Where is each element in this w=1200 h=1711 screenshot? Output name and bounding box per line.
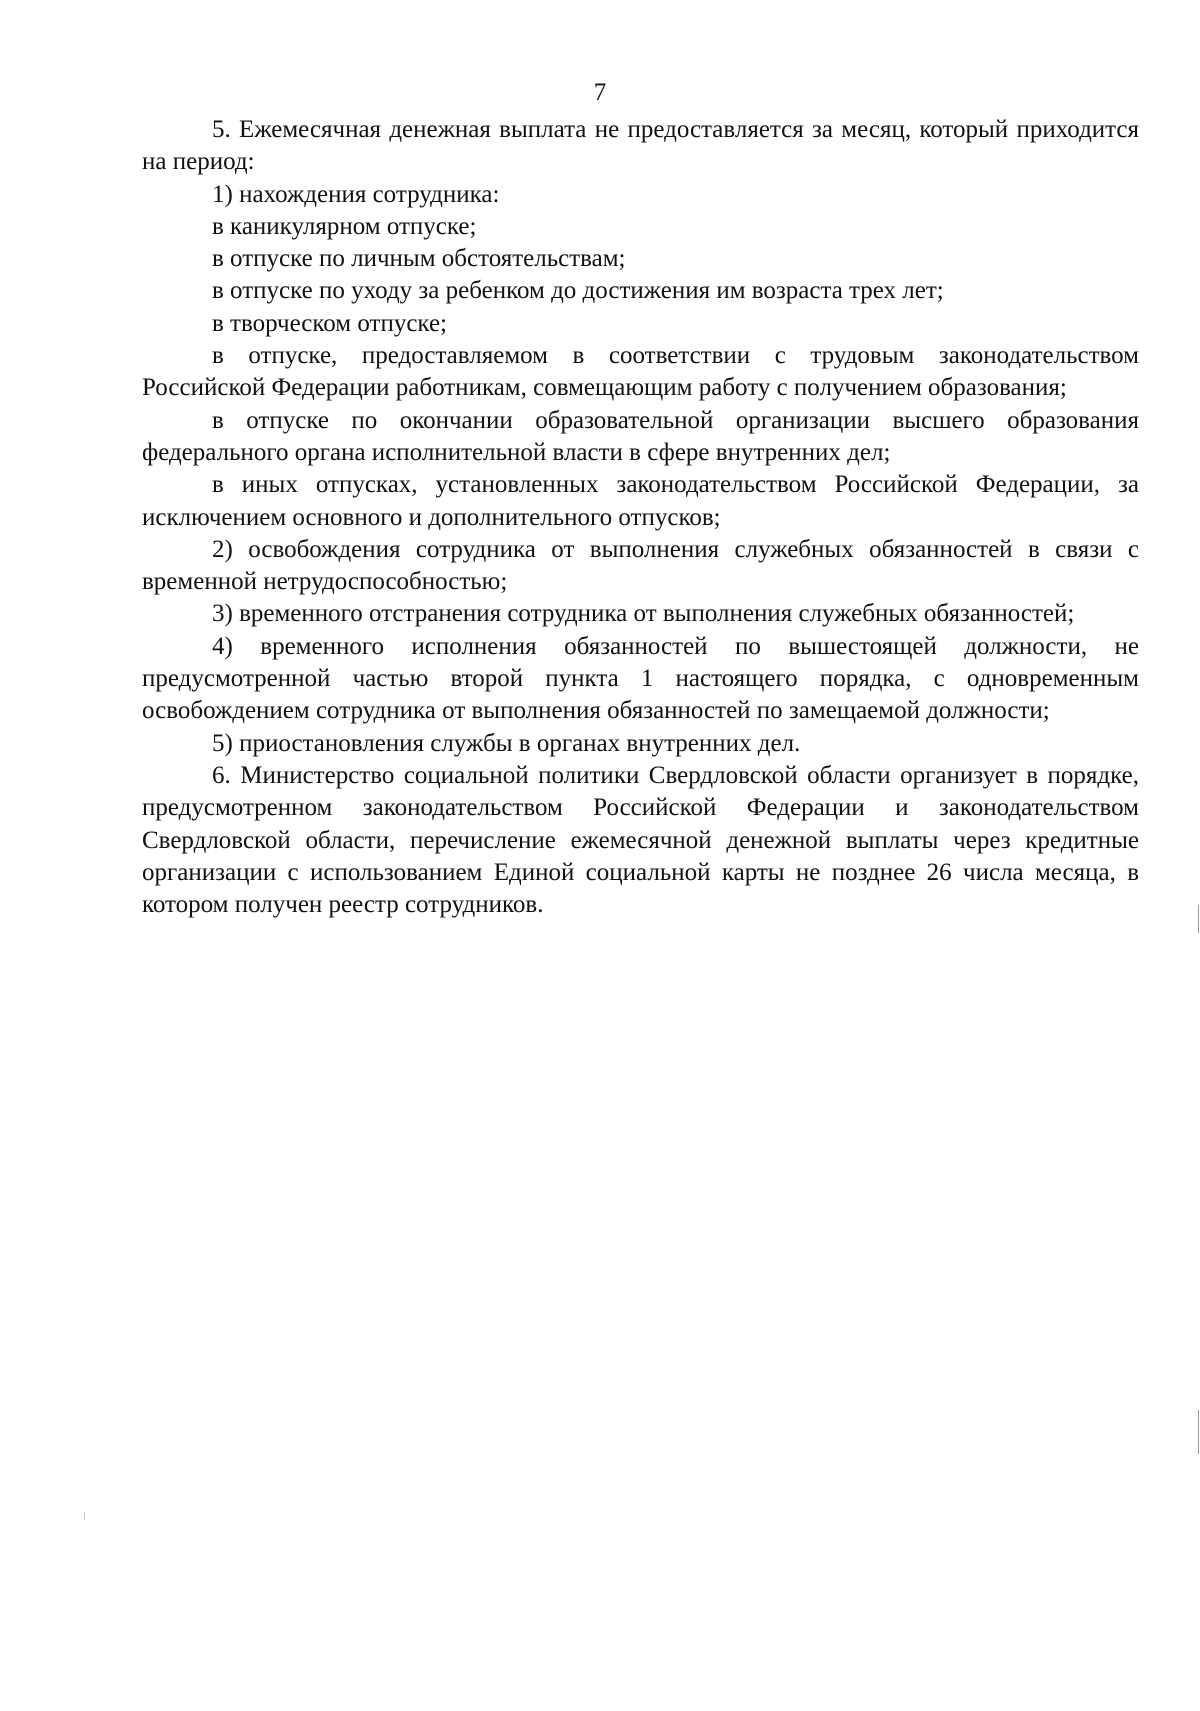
list-item: 5) приостановления службы в органах внутренних дел.: [212, 729, 801, 757]
list-item: в иных отпусках, установленных законодательством Российской Федерации, за исключением основного и дополнительного отпусков;: [142, 471, 1139, 531]
list-item: 3) временного отстранения сотрудника от выполнения служебных обязанностей;: [212, 600, 1075, 628]
list-item: 4) временного исполнения обязанностей по вышестоящей должности, не предусмотренной частью второй пункта 1 настоящего порядка, с одновременным освобождением сотрудника от выполнения обязанностей по замещаемой должности;: [142, 632, 1139, 725]
scan-artifact: [84, 1512, 85, 1520]
list-item: в отпуске по личным обстоятельствам;: [212, 245, 626, 273]
document-body: [142, 114, 1139, 921]
list-item: в отпуске, предоставляемом в соответствии с трудовым законодательством Российской Федерации работникам, совмещающим работу с получением образования;: [142, 342, 1139, 402]
paragraph-6: 6. Министерство социальной политики Свердловской области организует в порядке, предусмотренном законодательством Российской Федерации и законодательством Свердловской области, перечисление ежемесячной денежной выплаты через кредитные организации с использованием Единой социальной карты не позднее 26 числа месяца, в котором получен реестр сотрудников.: [142, 761, 1139, 919]
scan-artifact: [1198, 905, 1199, 933]
page-number: 7: [593, 79, 607, 106]
list-item: в каникулярном отпуске;: [212, 212, 477, 240]
list-item: в творческом отпуске;: [212, 309, 447, 337]
scan-artifact: [1198, 1410, 1199, 1454]
list-item: в отпуске по окончании образовательной организации высшего образования федерального органа исполнительной власти в сфере внутренних дел;: [142, 406, 1139, 466]
paragraph-5-intro: 5. Ежемесячная денежная выплата не предоставляется за месяц, который приходится на период:: [142, 116, 1139, 176]
list-item: 1) нахождения сотрудника:: [212, 180, 500, 208]
list-item: 2) освобождения сотрудника от выполнения служебных обязанностей в связи с временной нетрудоспособностью;: [142, 535, 1139, 596]
list-item: в отпуске по уходу за ребенком до достижения им возраста трех лет;: [212, 277, 944, 305]
